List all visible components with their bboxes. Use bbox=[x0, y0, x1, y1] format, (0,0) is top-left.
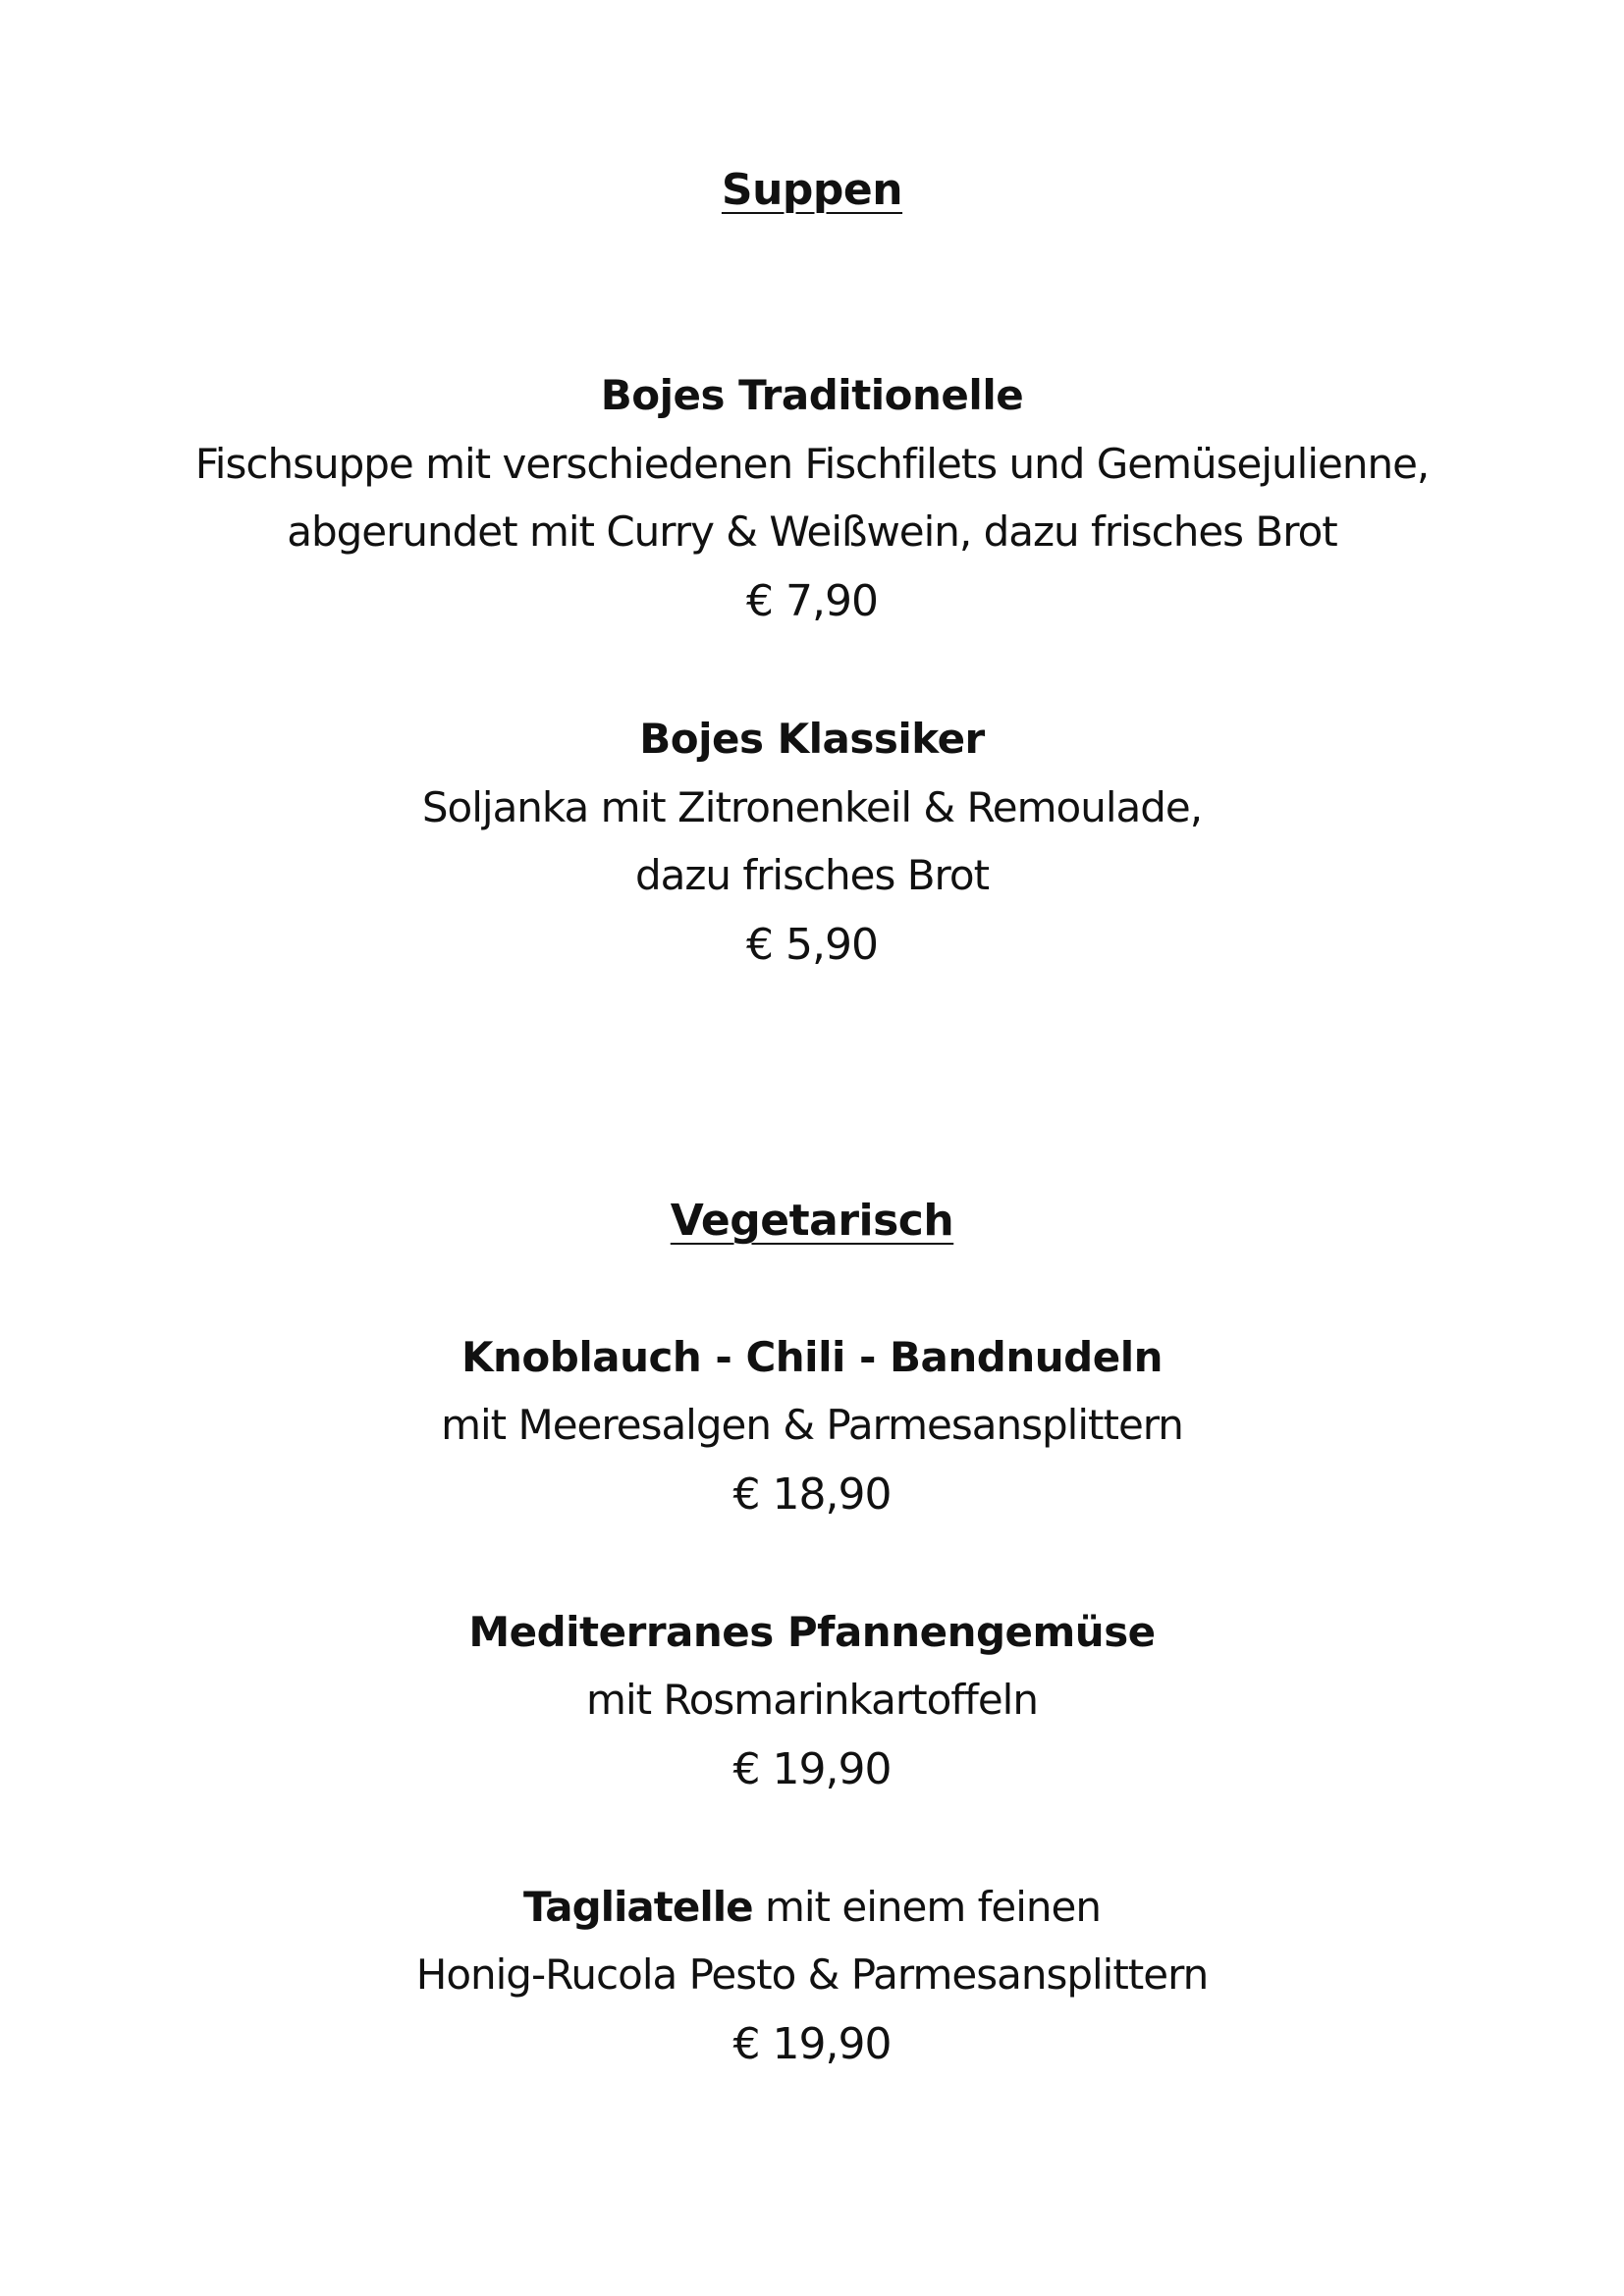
dish-price: € 18,90 bbox=[732, 1469, 892, 1520]
dish-name-knoblauch-chili-bandnudeln: Knoblauch - Chili - Bandnudeln bbox=[460, 1333, 1164, 1381]
dish-description-line: Honig-Rucola Pesto & Parmesansplittern bbox=[415, 1950, 1209, 1999]
dish-description-line: abgerundet mit Curry & Weißwein, dazu frisches Brot bbox=[287, 507, 1337, 556]
dish-description-line: dazu frisches Brot bbox=[634, 851, 990, 899]
dish-name-bojes-klassiker: Bojes Klassiker bbox=[639, 715, 985, 763]
dish-name-suffix: mit einem feinen bbox=[752, 1883, 1101, 1931]
dish-description-line: mit Rosmarinkartoffeln bbox=[586, 1676, 1038, 1724]
dish-price: € 7,90 bbox=[746, 576, 878, 626]
dish-price: € 19,90 bbox=[732, 1744, 892, 1794]
section-title-vegetarisch: Vegetarisch bbox=[670, 1196, 954, 1246]
dish-description-line: Soljanka mit Zitronenkeil & Remoulade, bbox=[421, 783, 1203, 831]
dish-name-tagliatelle: Tagliatelle bbox=[523, 1883, 753, 1931]
dish-name-mediterranes-pfannengemuese: Mediterranes Pfannengemüse bbox=[468, 1608, 1156, 1656]
dish-price: € 5,90 bbox=[746, 920, 878, 970]
dish-price: € 19,90 bbox=[732, 2019, 892, 2069]
dish-name-line-tagliatelle bbox=[0, 1883, 1624, 1931]
dish-description-line: Fischsuppe mit verschiedenen Fischfilets und Gemüsejulienne, bbox=[194, 440, 1430, 488]
dish-description-line: mit Meeresalgen & Parmesansplittern bbox=[441, 1401, 1183, 1449]
section-title-suppen: Suppen bbox=[721, 165, 903, 215]
dish-name-bojes-traditionelle: Bojes Traditionelle bbox=[600, 371, 1024, 419]
